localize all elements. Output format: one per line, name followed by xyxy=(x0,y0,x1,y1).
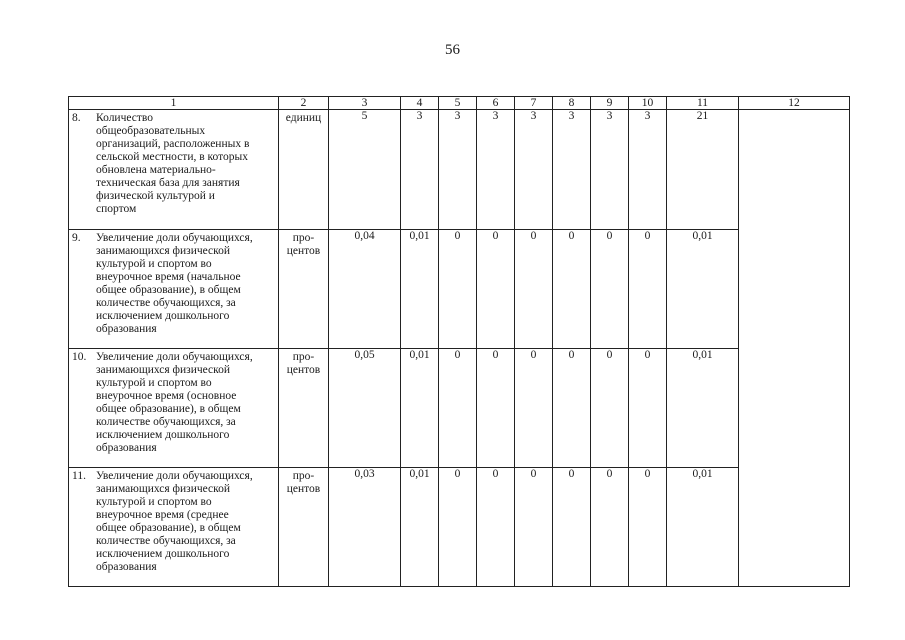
unit-text: центов xyxy=(286,483,321,495)
text-line: Увеличение доли обучающихся, xyxy=(96,470,253,482)
column-12-cell xyxy=(739,110,850,587)
indicator-cell xyxy=(69,349,279,468)
text-line: культурой и спортом во xyxy=(96,377,212,389)
column-header: 4 xyxy=(401,97,439,110)
text-line: общеобразовательных xyxy=(96,125,206,137)
text-line: техническая база для занятия xyxy=(96,177,240,189)
value-cell: 3 xyxy=(591,110,629,230)
indicator-text xyxy=(96,232,275,336)
value-cell: 0 xyxy=(515,468,553,587)
indicator-cell xyxy=(69,230,279,349)
text-line: Увеличение доли обучающихся, xyxy=(96,232,253,244)
value-cell: 0 xyxy=(477,230,515,349)
column-header: 1 xyxy=(69,97,279,110)
text-line: обновлена материально- xyxy=(96,164,216,176)
text-line: внеурочное время (среднее xyxy=(96,509,229,521)
value-cell: 0,01 xyxy=(667,230,739,349)
unit-cell xyxy=(279,349,329,468)
value-cell: 0 xyxy=(439,468,477,587)
value-cell: 0 xyxy=(553,468,591,587)
text-line: общее образование), в общем xyxy=(96,284,241,296)
value-cell: 0 xyxy=(629,468,667,587)
value-cell: 0 xyxy=(591,230,629,349)
column-header: 10 xyxy=(629,97,667,110)
text-line: организаций, расположенных в xyxy=(96,138,250,150)
text-line: общее образование), в общем xyxy=(96,403,241,415)
indicator-text xyxy=(96,470,275,574)
value-cell: 0 xyxy=(515,230,553,349)
unit-cell xyxy=(279,468,329,587)
text-line: Увеличение доли обучающихся, xyxy=(96,351,253,363)
value-cell: 0 xyxy=(553,349,591,468)
text-line: внеурочное время (основное xyxy=(96,390,237,402)
value-cell: 0,01 xyxy=(667,349,739,468)
unit-text: про- xyxy=(292,470,315,482)
value-cell: 0,05 xyxy=(329,349,401,468)
text-line: количестве обучающихся, за xyxy=(96,297,236,309)
page-number: 56 xyxy=(445,42,460,58)
column-header: 8 xyxy=(553,97,591,110)
unit-text: центов xyxy=(286,245,321,257)
text-line: количестве обучающихся, за xyxy=(96,535,236,547)
unit-cell xyxy=(279,230,329,349)
indicator-cell xyxy=(69,468,279,587)
column-header: 9 xyxy=(591,97,629,110)
value-cell: 0 xyxy=(477,349,515,468)
text-line: спортом xyxy=(96,203,137,215)
value-cell: 3 xyxy=(439,110,477,230)
unit-cell xyxy=(279,110,329,230)
value-cell: 0 xyxy=(591,468,629,587)
value-cell: 0,04 xyxy=(329,230,401,349)
table-row xyxy=(69,110,850,230)
indicator-text xyxy=(96,351,275,455)
value-cell: 0 xyxy=(591,349,629,468)
text-line: общее образование), в общем xyxy=(96,522,241,534)
text-line: исключением дошкольного xyxy=(96,429,230,441)
value-cell: 0,03 xyxy=(329,468,401,587)
value-cell: 0,01 xyxy=(401,349,439,468)
value-cell: 0 xyxy=(477,468,515,587)
column-header-row xyxy=(69,97,850,110)
value-cell: 0,01 xyxy=(401,468,439,587)
row-number: 8. xyxy=(72,112,81,124)
text-line: количестве обучающихся, за xyxy=(96,416,236,428)
text-line: физической культурой и xyxy=(96,190,215,202)
value-cell: 0 xyxy=(515,349,553,468)
column-header: 7 xyxy=(515,97,553,110)
table-row xyxy=(69,468,850,587)
value-cell: 0,01 xyxy=(401,230,439,349)
value-cell: 0 xyxy=(553,230,591,349)
text-line: внеурочное время (начальное xyxy=(96,271,241,283)
text-line: культурой и спортом во xyxy=(96,258,212,270)
text-line: сельской местности, в которых xyxy=(96,151,248,163)
indicator-text xyxy=(96,112,275,216)
value-cell: 3 xyxy=(553,110,591,230)
unit-text: про- xyxy=(292,232,315,244)
column-header: 3 xyxy=(329,97,401,110)
row-number: 9. xyxy=(72,232,81,244)
column-header: 12 xyxy=(739,97,850,110)
row-number: 11. xyxy=(72,470,86,482)
value-cell: 0 xyxy=(439,230,477,349)
indicator-table xyxy=(68,96,850,587)
value-cell: 0 xyxy=(629,349,667,468)
value-cell: 0 xyxy=(629,230,667,349)
value-cell: 3 xyxy=(477,110,515,230)
value-cell: 0 xyxy=(439,349,477,468)
value-cell: 0,01 xyxy=(667,468,739,587)
value-cell: 5 xyxy=(329,110,401,230)
text-line: образования xyxy=(96,442,157,454)
column-header: 11 xyxy=(667,97,739,110)
table-row xyxy=(69,349,850,468)
value-cell: 3 xyxy=(515,110,553,230)
row-number: 10. xyxy=(72,351,87,363)
text-line: занимающихся физической xyxy=(96,364,231,376)
text-line: образования xyxy=(96,323,157,335)
unit-text: единиц xyxy=(285,112,322,124)
unit-text: про- xyxy=(292,351,315,363)
indicator-cell xyxy=(69,110,279,230)
text-line: культурой и спортом во xyxy=(96,496,212,508)
value-cell: 3 xyxy=(629,110,667,230)
text-line: занимающихся физической xyxy=(96,245,231,257)
column-header: 6 xyxy=(477,97,515,110)
unit-text: центов xyxy=(286,364,321,376)
value-cell: 21 xyxy=(667,110,739,230)
column-header: 2 xyxy=(279,97,329,110)
text-line: исключением дошкольного xyxy=(96,548,230,560)
text-line: Количество xyxy=(96,112,153,124)
column-header: 5 xyxy=(439,97,477,110)
text-line: исключением дошкольного xyxy=(96,310,230,322)
table-row xyxy=(69,230,850,349)
value-cell: 3 xyxy=(401,110,439,230)
text-line: образования xyxy=(96,561,157,573)
text-line: занимающихся физической xyxy=(96,483,231,495)
